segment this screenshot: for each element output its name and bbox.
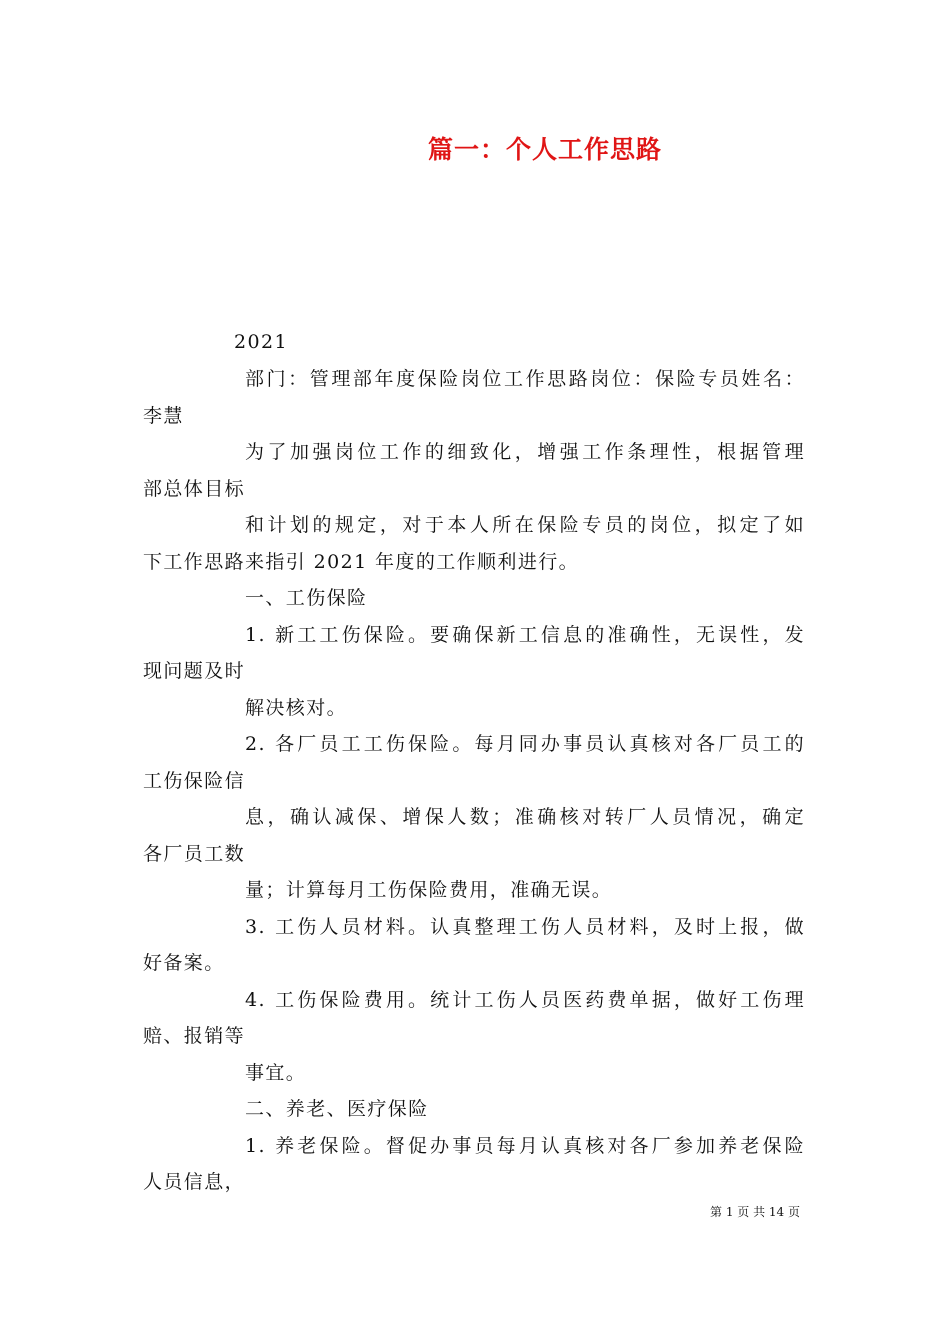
section-heading: 二、养老、医疗保险 (245, 1098, 429, 1120)
page-title: 篇一：个人工作思路 (427, 135, 662, 164)
doc-line: 赔、报销等 (143, 1025, 246, 1047)
doc-line: 部门：管理部年度保险岗位工作思路岗位：保险专员姓名： (245, 368, 805, 390)
page-number-footer: 第 1 页 共 14 页 (710, 1205, 800, 1219)
doc-line: 和计划的规定，对于本人所在保险专员的岗位，拟定了如 (245, 514, 805, 536)
doc-line: 人员信息， (143, 1171, 246, 1193)
doc-line: 下工作思路来指引 2021 年度的工作顺利进行。 (143, 551, 580, 573)
doc-line: 1. 新工工伤保险。要确保新工信息的准确性，无误性，发 (245, 624, 806, 646)
doc-line: 1. 养老保险。督促办事员每月认真核对各厂参加养老保险 (245, 1135, 806, 1157)
doc-line: 好备案。 (143, 952, 225, 974)
doc-line: 部总体目标 (143, 478, 246, 500)
doc-line: 解决核对。 (245, 697, 348, 719)
doc-line: 现问题及时 (143, 660, 246, 682)
doc-line: 息，确认减保、增保人数；准确核对转厂人员情况，确定 (245, 806, 805, 828)
doc-line: 工伤保险信 (143, 770, 246, 792)
doc-line: 量；计算每月工伤保险费用，准确无误。 (245, 879, 613, 901)
doc-line: 3. 工伤人员材料。认真整理工伤人员材料，及时上报，做 (245, 916, 806, 938)
doc-line: 2. 各厂员工工伤保险。每月同办事员认真核对各厂员工的 (245, 733, 806, 755)
doc-year: 2021 (234, 331, 288, 353)
doc-line: 李慧 (143, 405, 184, 427)
doc-line: 各厂员工数 (143, 843, 246, 865)
doc-line: 4. 工伤保险费用。统计工伤人员医药费单据，做好工伤理 (245, 989, 806, 1011)
doc-line: 为了加强岗位工作的细致化，增强工作条理性，根据管理 (245, 441, 805, 463)
doc-line: 事宜。 (245, 1062, 307, 1084)
section-heading: 一、工伤保险 (245, 587, 368, 609)
